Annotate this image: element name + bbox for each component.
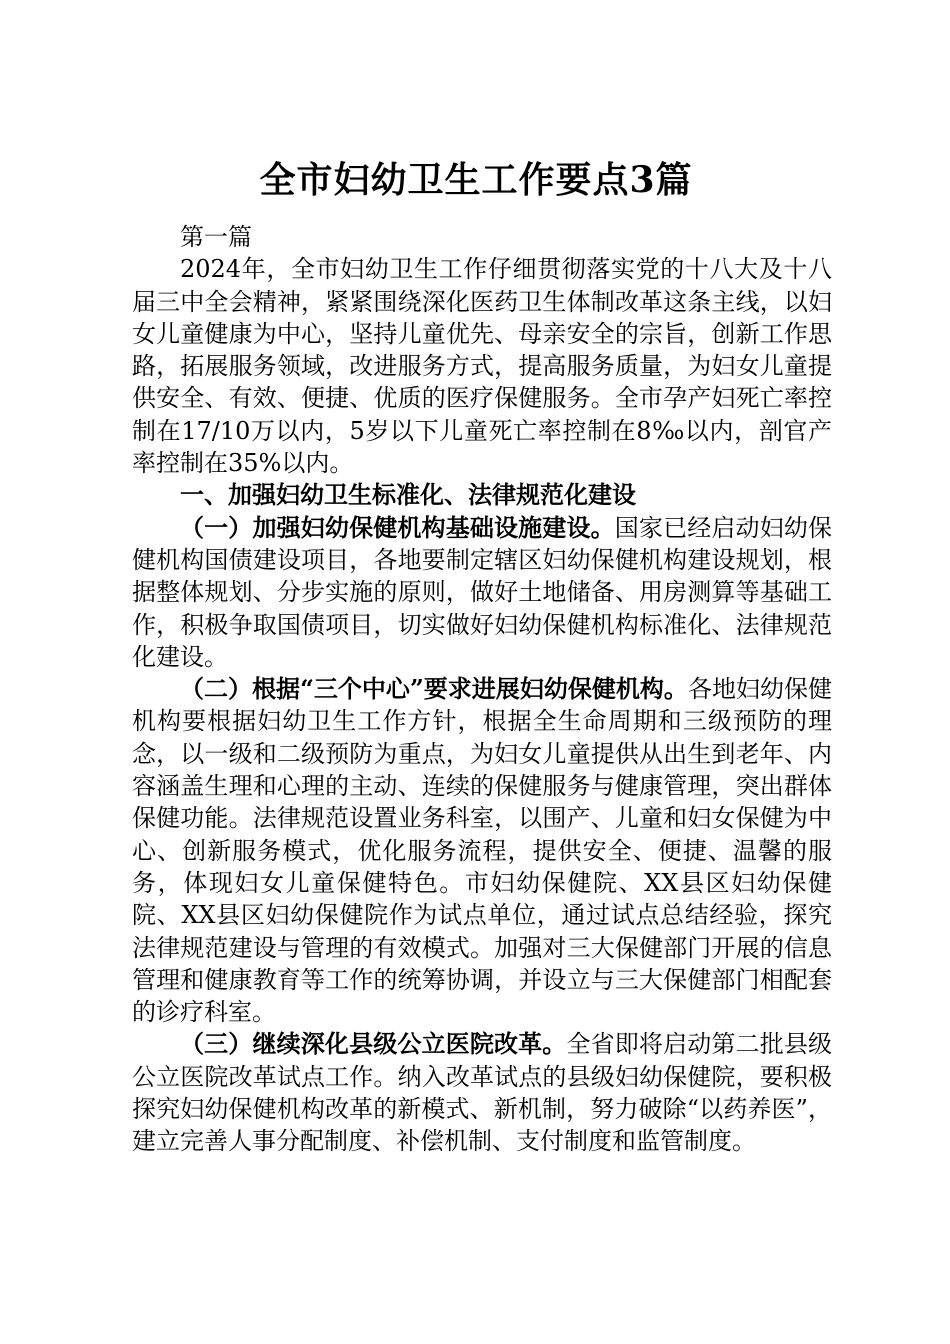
item-lead: （二）根据“三个中心”要求进展妇幼保健机构。 (180, 674, 688, 704)
item-body: 各地妇幼保健机构要根据妇幼卫生工作方针，根据全生命周期和三级预防的理念，以一级和二级预防为重点，为妇女儿童提供从出生到老年、内容涵盖生理和心理的主动、连续的保健服务与健康管理，突出群体保健功能。法律规范设置业务科室，以围产、儿童和妇女保健为中心、创新服务模式，优化服务流程，提供安全、便捷、温馨的服务，体现妇女儿童保健特色。市妇幼保健院、XX县区妇幼保健院、XX县区妇幼保健院作为试点单位，通过试点总结经验，探究法律规范建设与管理的有效模式。加强对三大保健部门开展的信息管理和健康教育等工作的统筹协调，并设立与三大保健部门相配套的诊疗科室。 (132, 675, 833, 1027)
intro-paragraph: 2024年，全市妇幼卫生工作仔细贯彻落实党的十八大及十八届三中全会精神，紧紧围绕深化医药卫生体制改革这条主线，以妇女儿童健康为中心，坚持儿童优先、母亲安全的宗旨，创新工作思路，拓展服务领域，改进服务方式，提高服务质量，为妇女儿童提供安全、有效、便捷、优质的医疗保健服务。全市孕产妇死亡率控制在17/10万以内，5岁以下儿童死亡率控制在8‰以内，剖官产率控制在35%以内。 (132, 255, 832, 478)
item-lead: （三）继续深化县级公立医院改革。 (180, 1029, 567, 1059)
item-body: 国家已经启动妇幼保健机构国债建设项目，各地要制定辖区妇幼保健机构建设规划，根据整体规划、分步实施的原则，做好土地储备、用房测算等基础工作，积极争取国债项目，切实做好妇幼保健机构标准化、法律规范化建设。 (132, 513, 833, 671)
section-item-3 (132, 1028, 832, 1157)
section-heading: 一、加强妇幼卫生标准化、法律规范化建设 (180, 480, 636, 510)
item-body: 全省即将启动第二批县级公立医院改革试点工作。纳入改革试点的县级妇幼保健院，要积极探究妇幼保健机构改革的新模式、新机制，努力破除“以药养医”，建立完善人事分配制度、补偿机制、支付制度和监管制度。 (132, 1030, 833, 1156)
section-item-2 (132, 673, 832, 1028)
document-page (132, 155, 832, 1158)
document-title: 全市妇幼卫生工作要点3篇 (259, 159, 693, 201)
item-lead: （一）加强妇幼保健机构基础设施建设。 (180, 512, 615, 542)
section-item-1 (132, 512, 832, 673)
part-label: 第一篇 (180, 223, 252, 251)
